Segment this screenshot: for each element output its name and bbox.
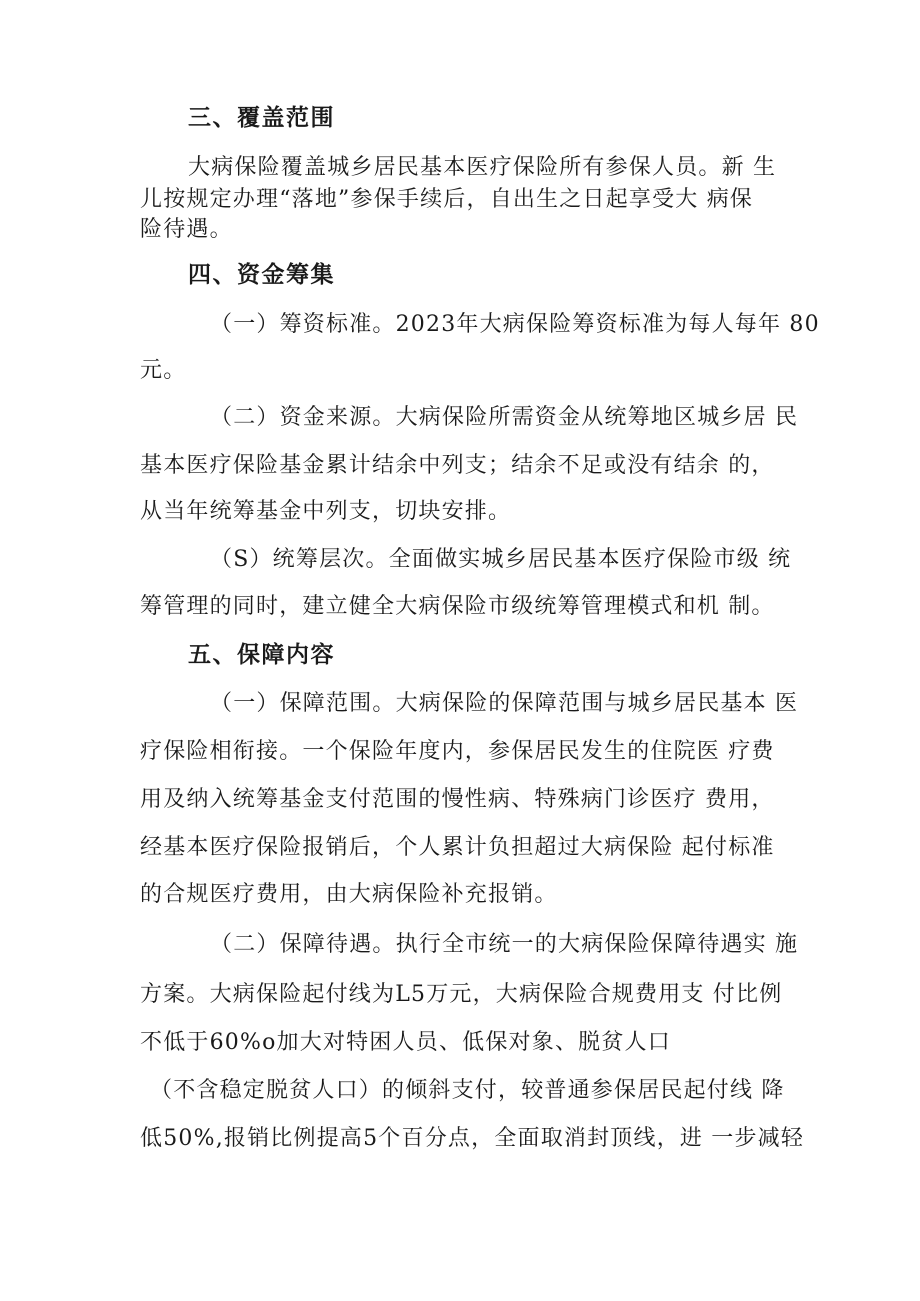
paragraph-line: （S）统筹层次。全面做实城乡居民基本医疗保险市级 统 bbox=[210, 547, 792, 572]
paragraph-line: （不含稳定脱贫人口）的倾斜支付，较普通参保居民起付线 降 bbox=[150, 1078, 785, 1103]
paragraph-line: 基本医疗保险基金累计结余中列支；结余不足或没有结余 的， bbox=[140, 453, 775, 478]
paragraph-line: 不低于60%o加大对特困人员、低保对象、脱贫人口 bbox=[140, 1030, 671, 1055]
paragraph-line: 低50%,报销比例提高5个百分点，全面取消封顶线，进 一步减轻 bbox=[140, 1126, 805, 1151]
section-heading-coverage: 三、覆盖范围 bbox=[188, 105, 335, 131]
paragraph-line: 元。 bbox=[140, 358, 187, 383]
paragraph-line: 险待遇。 bbox=[140, 217, 233, 242]
paragraph-line: 的合规医疗费用，由大病保险补充报销。 bbox=[140, 882, 558, 907]
paragraph-line: 用及纳入统筹基金支付范围的慢性病、特殊病门诊医疗 费用， bbox=[140, 787, 775, 812]
paragraph-line: （二）资金来源。大病保险所需资金从统筹地区城乡居 民 bbox=[210, 405, 799, 430]
section-heading-funding: 四、资金筹集 bbox=[188, 262, 335, 288]
paragraph-line: 儿按规定办理“落地”参保手续后，自出生之日起享受大 病保 bbox=[140, 187, 754, 212]
paragraph-line: 从当年统筹基金中列支，切块安排。 bbox=[140, 499, 512, 524]
paragraph-line: 方案。大病保险起付线为L5万元，大病保险合规费用支 付比例 bbox=[140, 982, 783, 1007]
paragraph-line: （一）保障范围。大病保险的保障范围与城乡居民基本 医 bbox=[210, 691, 799, 716]
section-heading-benefits: 五、保障内容 bbox=[188, 642, 335, 668]
paragraph-line: 大病保险覆盖城乡居民基本医疗保险所有参保人员。新 生 bbox=[188, 155, 777, 180]
paragraph-line: （二）保障待遇。执行全市统一的大病保险保障待遇实 施 bbox=[210, 932, 799, 957]
paragraph-line: （一）筹资标准。2023年大病保险筹资标准为每人每年 80 bbox=[210, 312, 820, 337]
paragraph-line: 疗保险相衔接。一个保险年度内，参保居民发生的住院医 疗费 bbox=[140, 739, 775, 764]
paragraph-line: 筹管理的同时，建立健全大病保险市级统筹管理模式和机 制。 bbox=[140, 594, 775, 619]
paragraph-line: 经基本医疗保险报销后，个人累计负担超过大病保险 起付标准 bbox=[140, 835, 775, 860]
